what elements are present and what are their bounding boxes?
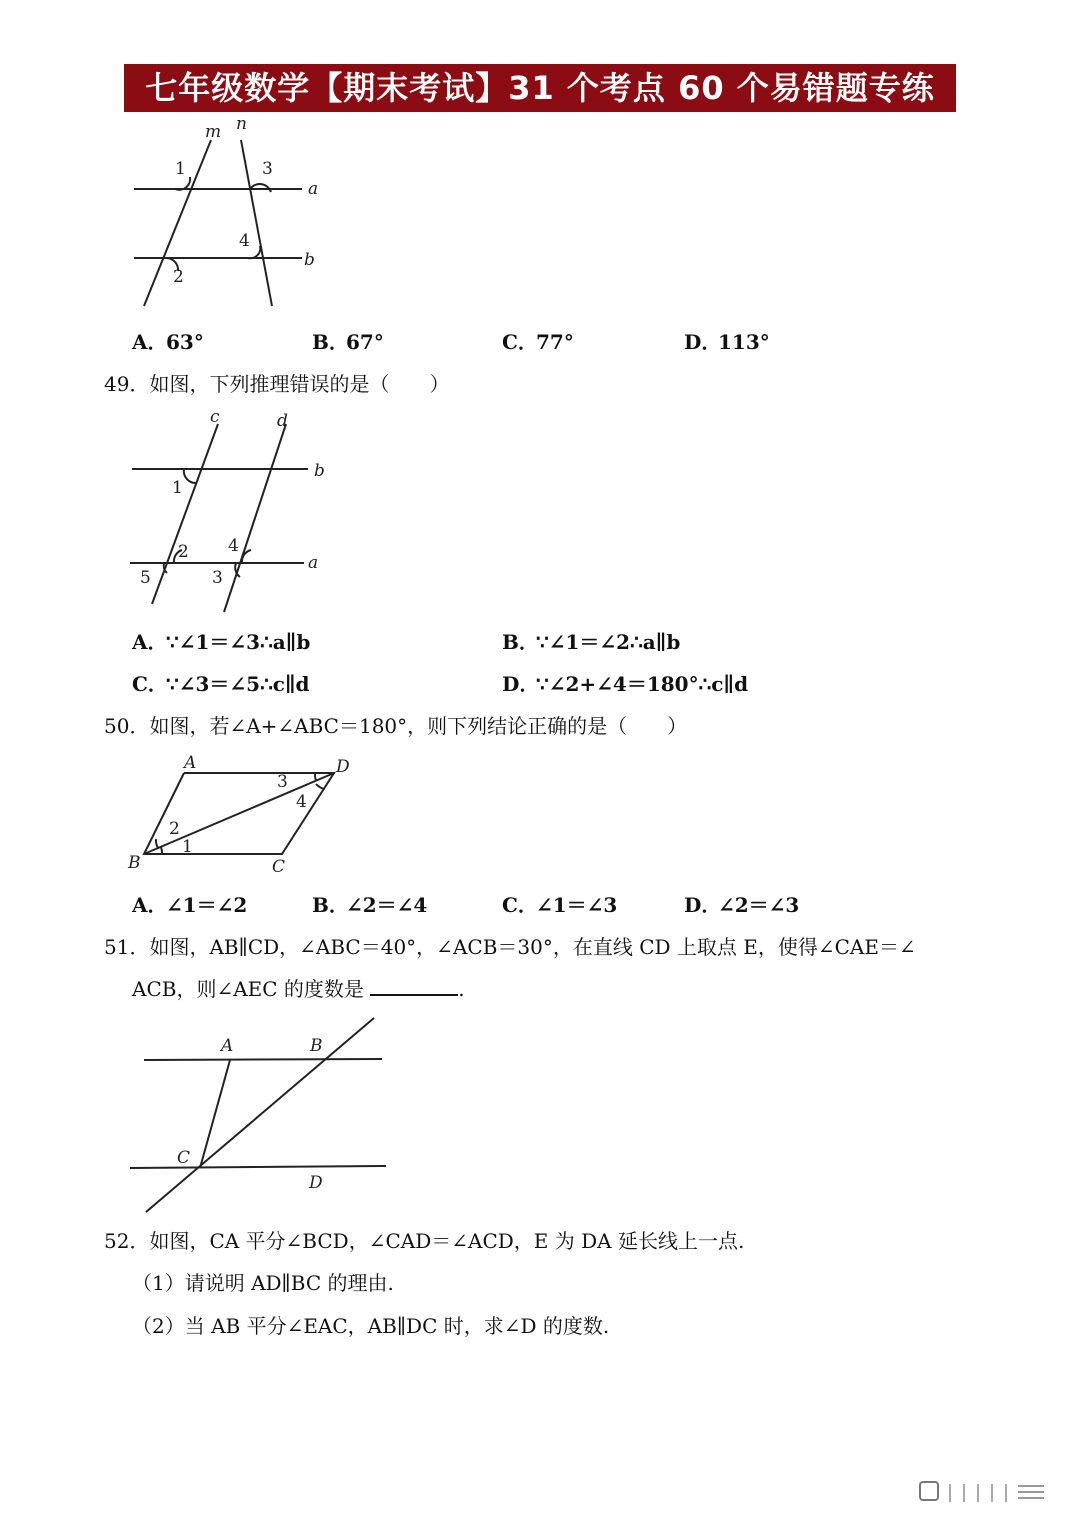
q50-label-B: B (128, 853, 141, 873)
q48-option-a: A．63° (132, 330, 204, 354)
q50-stem: 50．如图，若∠A+∠ABC＝180°，则下列结论正确的是（ ） (104, 714, 688, 738)
q48-option-c: C．77° (502, 330, 574, 354)
scan-mark-icon (920, 1480, 1060, 1506)
q49-label-b: b (314, 461, 325, 481)
q52-stem: 52．如图，CA 平分∠BCD，∠CAD＝∠ACD，E 为 DA 延长线上一点. (104, 1229, 745, 1253)
q48-angle-3: 3 (262, 159, 273, 179)
q49-stem: 49．如图，下列推理错误的是（ ） (104, 372, 450, 396)
q50-option-b: B．∠2＝∠4 (312, 893, 428, 917)
q48-label-b: b (304, 250, 315, 270)
q50-angle-4: 4 (296, 792, 307, 812)
q49-angle-1: 1 (172, 478, 183, 498)
q48-option-d: D．113° (684, 330, 770, 354)
q52-part1: （1）请说明 AD∥BC 的理由. (132, 1271, 394, 1295)
q51-label-C: C (177, 1148, 191, 1168)
q48-label-m: m (205, 122, 222, 142)
q51-label-A: A (221, 1036, 234, 1056)
q50-option-a: A．∠1＝∠2 (132, 893, 248, 917)
q49-option-a: A．∵∠1＝∠3∴a∥b (132, 630, 311, 654)
q49-option-c: C．∵∠3＝∠5∴c∥d (132, 672, 310, 696)
q51-label-B: B (310, 1036, 323, 1056)
q49-angle-4: 4 (228, 536, 239, 556)
q49-angle-5: 5 (140, 568, 151, 588)
q52-part2: （2）当 AB 平分∠EAC，AB∥DC 时，求∠D 的度数. (132, 1314, 610, 1338)
q49-option-b: B．∵∠1＝∠2∴a∥b (502, 630, 681, 654)
q50-label-D: D (336, 757, 350, 777)
q50-angle-3: 3 (277, 772, 288, 792)
q48-label-n: n (236, 114, 247, 134)
q51-figure (120, 1012, 400, 1222)
q50-angle-2: 2 (169, 819, 180, 839)
q48-figure (120, 112, 340, 312)
q49-label-d: d (277, 411, 288, 431)
q48-angle-4: 4 (239, 231, 250, 251)
q49-label-a: a (308, 553, 319, 573)
q49-label-c: c (210, 407, 220, 427)
q48-angle-1: 1 (175, 159, 186, 179)
q50-angle-1: 1 (182, 837, 193, 857)
q49-figure (120, 406, 340, 616)
q49-option-d: D．∵∠2+∠4＝180°∴c∥d (502, 672, 749, 696)
q48-angle-2: 2 (173, 267, 184, 287)
q48-label-a: a (308, 179, 319, 199)
q51-stem-line1: 51．如图，AB∥CD，∠ABC＝40°，∠ACB＝30°，在直线 CD 上取点 E，使得∠CAE＝∠ (104, 935, 916, 959)
q49-angle-2: 2 (178, 542, 189, 562)
q50-label-A: A (184, 753, 197, 773)
page-title: 七年级数学【期末考试】31 个考点 60 个易错题专练 (124, 64, 956, 112)
q51-answer-blank[interactable] (370, 976, 458, 996)
q51-stem-line2: ACB，则∠AEC 的度数是 . (132, 977, 465, 1001)
q48-option-b: B．67° (312, 330, 384, 354)
q51-label-D: D (309, 1173, 323, 1193)
q49-angle-3: 3 (212, 568, 223, 588)
q50-option-d: D．∠2＝∠3 (684, 893, 800, 917)
q50-label-C: C (272, 857, 286, 877)
q50-option-c: C．∠1＝∠3 (502, 893, 618, 917)
q50-figure (120, 748, 360, 878)
